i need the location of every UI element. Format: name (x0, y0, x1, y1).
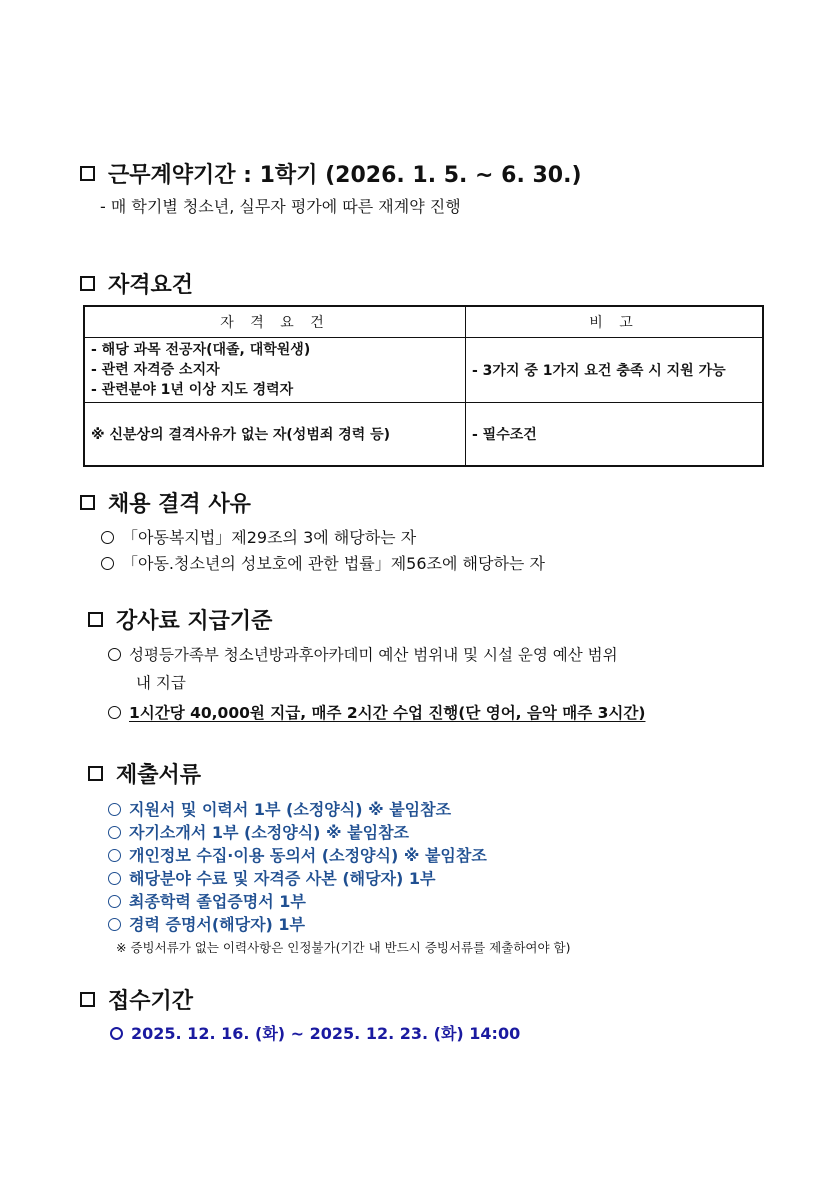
table-row (84, 403, 763, 467)
document-item: 최종학력 졸업증명서 1부 (108, 889, 306, 912)
period-value: 2025. 12. 16. (화) ~ 2025. 12. 23. (화) 14:00 (110, 1021, 520, 1044)
checkbox-square-icon (88, 612, 103, 627)
circle-bullet-icon (108, 872, 121, 885)
disqualification-item: 「아동.청소년의 성보호에 관한 법률」제56조에 해당하는 자 (101, 551, 545, 574)
checkbox-square-icon (88, 766, 103, 781)
documents-heading-text: 제출서류 (116, 763, 202, 788)
fee-item: 1시간당 40,000원 지급, 매주 2시간 수업 진행(단 영어, 음악 매주 3시간) (108, 701, 645, 723)
contract-heading (80, 158, 582, 189)
period-heading (80, 984, 193, 1015)
circle-bullet-icon (101, 531, 114, 544)
checkbox-square-icon (80, 276, 95, 291)
requirement-cell (84, 338, 466, 403)
circle-bullet-icon (108, 895, 121, 908)
documents-note: ※ 증빙서류가 없는 이력사항은 인정불가(기간 내 반드시 증빙서류를 제출하여야 함) (116, 940, 571, 955)
checkbox-square-icon (80, 495, 95, 510)
checkbox-square-icon (80, 992, 95, 1007)
remark-cell: - 3가지 중 1가지 요건 충족 시 지원 가능 (466, 338, 764, 403)
fee-heading-text: 강사료 지급기준 (116, 609, 273, 634)
qualifications-heading (80, 268, 193, 299)
remark-cell: - 필수조건 (466, 403, 764, 467)
fee-item-continuation: 내 지급 (136, 674, 186, 692)
qualifications-heading-text: 자격요건 (108, 273, 194, 298)
fee-item: 성평등가족부 청소년방과후아카데미 예산 범위내 및 시설 운영 예산 범위 (108, 643, 618, 665)
period-heading-text: 접수기간 (108, 989, 194, 1014)
document-item: 지원서 및 이력서 1부 (소정양식) ※ 붙임참조 (108, 797, 451, 820)
table-header-requirement: 자 격 요 건 (84, 306, 466, 338)
circle-bullet-icon (110, 1027, 123, 1040)
checkbox-square-icon (80, 166, 95, 181)
requirement-line: - 관련 자격증 소지자 (91, 362, 220, 378)
requirement-cell: ※ 신분상의 결격사유가 없는 자(성범죄 경력 등) (84, 403, 466, 467)
document-item: 경력 증명서(해당자) 1부 (108, 912, 305, 935)
document-item: 개인정보 수집·이용 동의서 (소정양식) ※ 붙임참조 (108, 843, 487, 866)
disqualification-heading-text: 채용 결격 사유 (108, 492, 251, 517)
contract-heading-text: 근무계약기간 : 1학기 (2026. 1. 5. ~ 6. 30.) (108, 163, 582, 188)
circle-bullet-icon (108, 648, 121, 661)
circle-bullet-icon (108, 849, 121, 862)
circle-bullet-icon (108, 706, 121, 719)
document-item: 자기소개서 1부 (소정양식) ※ 붙임참조 (108, 820, 409, 843)
document-item: 해당분야 수료 및 자격증 사본 (해당자) 1부 (108, 866, 435, 889)
disqualification-item: 「아동복지법」제29조의 3에 해당하는 자 (101, 525, 416, 548)
qualifications-table (83, 305, 764, 467)
contract-note: - 매 학기별 청소년, 실무자 평가에 따른 재계약 진행 (100, 197, 461, 216)
documents-heading (88, 758, 201, 789)
requirement-line: - 해당 과목 전공자(대졸, 대학원생) (91, 342, 311, 358)
fee-heading (88, 604, 272, 635)
circle-bullet-icon (108, 918, 121, 931)
circle-bullet-icon (108, 826, 121, 839)
circle-bullet-icon (101, 557, 114, 570)
table-header-remark: 비 고 (466, 306, 764, 338)
requirement-line: - 관련분야 1년 이상 지도 경력자 (91, 382, 294, 398)
table-row (84, 338, 763, 403)
circle-bullet-icon (108, 803, 121, 816)
disqualification-heading (80, 487, 251, 518)
